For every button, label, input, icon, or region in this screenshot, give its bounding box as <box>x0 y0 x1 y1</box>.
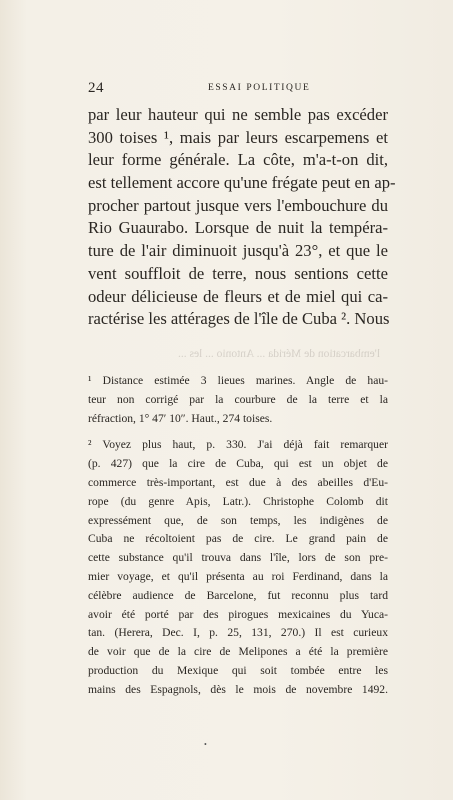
footnote-1 <box>88 372 388 428</box>
body-line: par leur hauteur qui ne semble pas excéder <box>88 105 388 124</box>
footnote-line: réfraction, 1° 47′ 10″. Haut., 274 toises. <box>88 411 273 425</box>
footnote-gap <box>88 428 388 436</box>
body-line: leur forme générale. La côte, m'a-t-on dit, <box>88 150 388 170</box>
body-line: vent souffloit de terre, nous sentions cette <box>88 263 388 283</box>
footnote-line: ¹ Distance estimée 3 lieues marines. Angle de hau- <box>88 374 388 387</box>
footnote-line: production du Mexique qui soit tombée entre les <box>88 663 388 677</box>
body-line: 300 toises ¹, mais par leurs escarpemens et <box>88 127 388 147</box>
footnote-line: (p. 427) que la cire de Cuba, qui est un objet de <box>88 457 388 471</box>
show-through-text: l'embarcation de Mérida ... Antonio ... les ... <box>178 348 380 360</box>
running-title: ESSAI POLITIQUE <box>208 83 311 93</box>
body-line: ture de l'air diminuoit jusqu'à 23°, et que le <box>88 241 388 261</box>
body-paragraph <box>88 104 396 331</box>
body-line: odeur délicieuse de fleurs et de miel qui ca- <box>88 286 388 306</box>
footnote-line: expressément que, de son temps, les indigènes de <box>88 513 388 527</box>
page-number: 24 <box>88 80 104 96</box>
footnote-line: de voir que de la cire de Melipones a été la première <box>88 645 388 659</box>
running-head <box>88 80 388 96</box>
page-ornament: • <box>204 740 207 749</box>
footnote-line: commerce très-important, est due à des abeilles d'Eu- <box>88 475 388 489</box>
body-line: ractérise les attérages de l'île de Cuba ². Nous <box>88 309 390 329</box>
footnote-line: rope (du genre Apis, Latr.). Christophe Colomb dit <box>88 494 388 508</box>
body-line: est tellement accore qu'une frégate peut en ap- <box>88 173 396 193</box>
footnote-line: avoir été porté par des pirogues mexicaines du Yuca- <box>88 607 388 621</box>
footnote-line: célèbre audience de Barcelone, fut reconnu plus tard <box>88 588 388 602</box>
footnote-2 <box>88 436 388 699</box>
footnote-line: cette substance qu'il trouva dans l'île, lors de son pre- <box>88 551 388 565</box>
footnote-line: mier voyage, et qu'il présenta au roi Ferdinand, dans la <box>88 569 388 583</box>
footnote-line: teur non corrigé par la courbure de la terre et la <box>88 392 388 406</box>
footnote-line: ² Voyez plus haut, p. 330. J'ai déjà fait remarquer <box>88 438 388 452</box>
body-line: procher partout jusque vers l'embouchure du <box>88 195 388 215</box>
footnote-line: tan. (Herera, Dec. I, p. 25, 131, 270.) Il est curieux <box>88 626 388 640</box>
footnotes <box>88 372 388 700</box>
footnote-line: mains des Espagnols, dès le mois de novembre 1492. <box>88 682 388 696</box>
footnote-line: Cuba ne récoltoient pas de cire. Le grand pain de <box>88 532 388 546</box>
body-line: Rio Guaurabo. Lorsque de nuit la tempéra- <box>88 218 388 238</box>
